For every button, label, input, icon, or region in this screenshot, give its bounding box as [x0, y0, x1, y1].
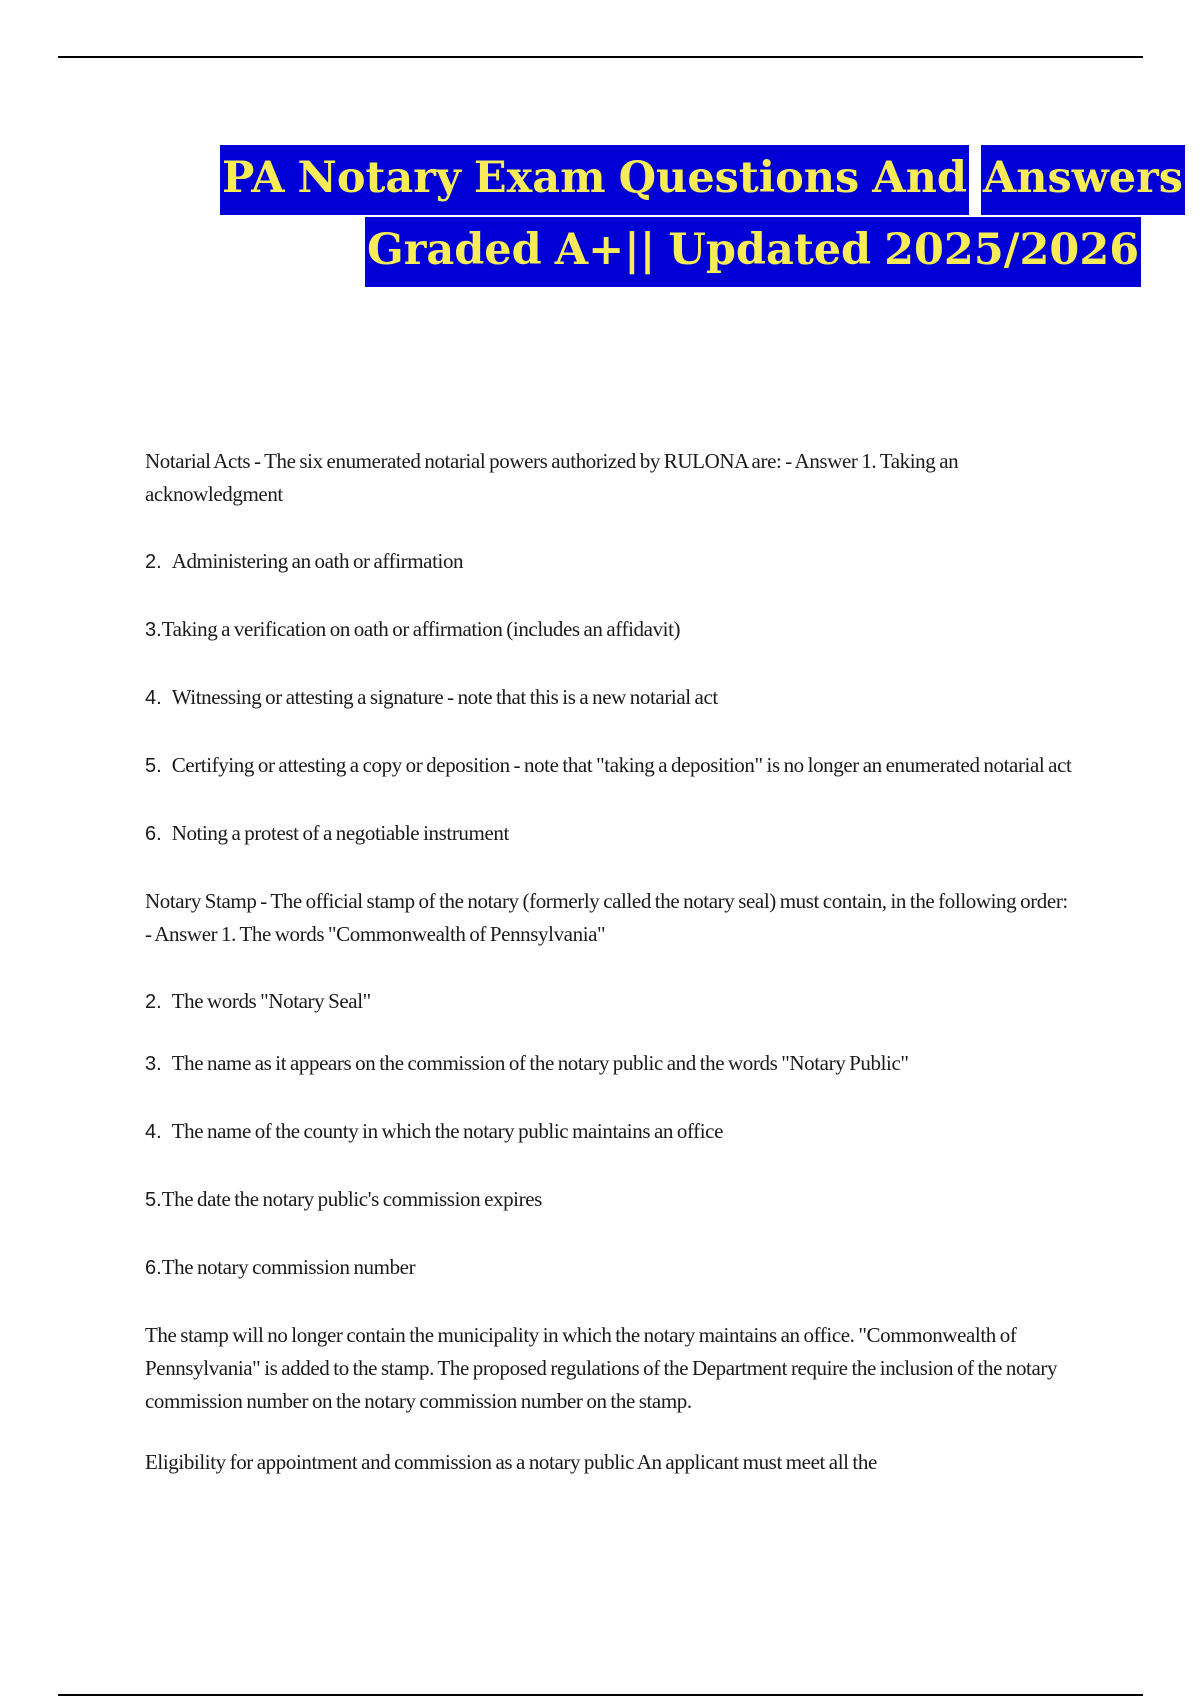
item-number: 5. — [145, 755, 162, 777]
item-number: 4. — [145, 1121, 162, 1143]
item-number: 6. — [145, 823, 162, 845]
list-item — [145, 985, 1075, 1019]
top-rule — [58, 56, 1143, 58]
notarial-acts-question: Notarial Acts - The six enumerated notarial powers authorized by RULONA are: - Answer 1. Taking an acknowledgment — [145, 449, 959, 506]
bottom-rule — [58, 1694, 1143, 1696]
list-item — [145, 817, 1075, 851]
list-item — [145, 1047, 1075, 1081]
title-highlight-1b: Answers — [981, 145, 1185, 215]
item-text: Witnessing or attesting a signature - note that this is a new notarial act — [171, 685, 718, 709]
item-text: The words "Notary Seal" — [171, 989, 371, 1013]
item-text: The name as it appears on the commission of the notary public and the words "Notary Public" — [171, 1051, 909, 1075]
list-item — [145, 545, 1075, 579]
list-item — [145, 613, 1075, 647]
item-text: Administering an oath or affirmation — [171, 549, 464, 573]
item-text: The date the notary public's commission expires — [161, 1187, 542, 1211]
notary-stamp-question: Notary Stamp - The official stamp of the notary (formerly called the notary seal) must contain, in the following order: - Answer 1. The words "Commonwealth of Pennsylvania" — [145, 889, 1068, 946]
item-number: 2. — [145, 991, 162, 1013]
item-number: 6. — [145, 1257, 162, 1279]
item-text: Noting a protest of a negotiable instrument — [171, 821, 509, 845]
eligibility-paragraph: Eligibility for appointment and commission as a notary public An applicant must meet all the — [145, 1450, 877, 1474]
item-text: The name of the county in which the notary public maintains an office — [171, 1119, 724, 1143]
item-number: 3. — [145, 1053, 162, 1075]
list-item — [145, 681, 1075, 715]
item-number: 2. — [145, 551, 162, 573]
title-highlight-2: Graded A+|| Updated 2025/2026 — [365, 217, 1141, 287]
item-text: Taking a verification on oath or affirmation (includes an affidavit) — [161, 617, 681, 641]
item-number: 3. — [145, 619, 162, 641]
title-line-2 — [365, 217, 1141, 287]
list-item — [145, 749, 1075, 783]
item-text: Certifying or attesting a copy or deposition - note that "taking a deposition" is no longer an enumerated notarial act — [171, 753, 1072, 777]
list-item — [145, 1251, 1075, 1285]
item-text: The notary commission number — [161, 1255, 416, 1279]
list-item — [145, 1115, 1075, 1149]
stamp-note-paragraph: The stamp will no longer contain the municipality in which the notary maintains an office. "Commonwealth of Pennsylvania" is added to the stamp. The proposed regulations of the Department require the inclusion of the notary commission number on the notary commission number on the stamp. — [145, 1323, 1058, 1413]
list-item — [145, 1183, 1075, 1217]
item-number: 5. — [145, 1189, 162, 1211]
title-line-1 — [220, 145, 1185, 215]
item-number: 4. — [145, 687, 162, 709]
title-highlight-1a: PA Notary Exam Questions And — [220, 145, 969, 215]
document-body — [145, 445, 1075, 1513]
